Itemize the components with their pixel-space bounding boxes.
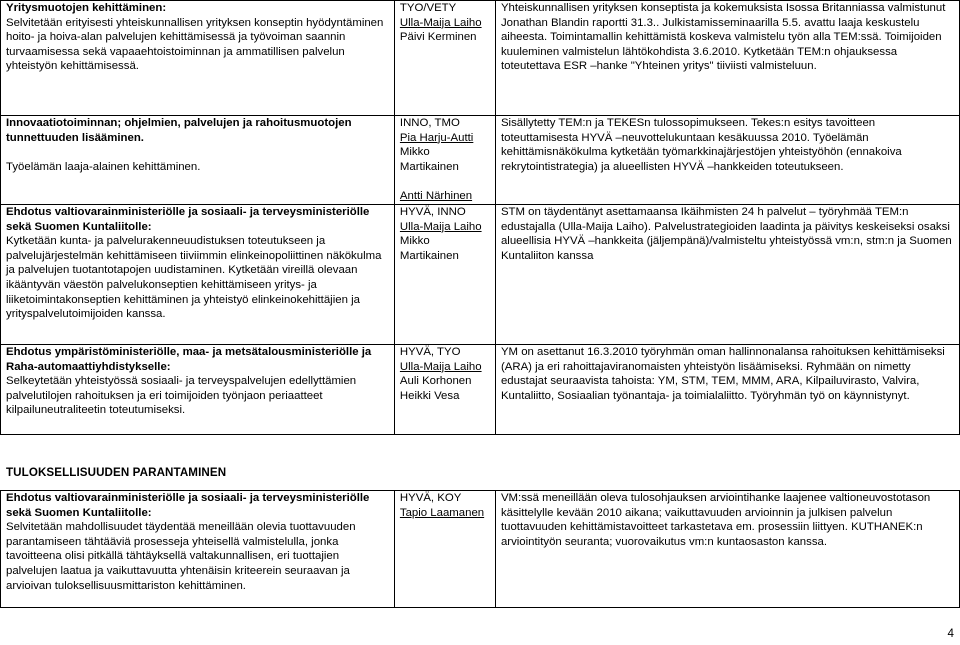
responsible-person: Ulla-Maija Laiho: [399, 16, 482, 29]
responsible-cell: [394, 116, 495, 205]
table-row: [1, 1, 960, 116]
measure-body: Työelämän laaja-alainen kehittäminen.: [6, 161, 201, 174]
status-cell: [495, 491, 959, 608]
results-table: [0, 490, 960, 608]
page-number: 4: [947, 627, 954, 640]
measure-title: Ehdotus valtiovarainministeriölle ja sosiaali- ja terveysministeriölle sekä Suomen Kuntaliitolle:: [6, 205, 370, 233]
responsible-unit: HYVÄ, INNO: [399, 205, 466, 218]
responsible-person: Ulla-Maija Laiho: [399, 220, 482, 233]
responsible-unit: HYVÄ, TYO: [399, 345, 461, 358]
responsible-cell: [394, 204, 495, 344]
table-row: [1, 204, 960, 344]
measure-body: Selvitetään mahdollisuudet täydentää meneillään olevia tuottavuuden parantamiseen tähtääviä prosesseja yhteisellä valmistelulla, jonka tavoitteena olisi pitkällä tähtäyksellä valtakunnallisen, eri tuottajien palvelujen laatua ja vaikuttavuutta yhtenäisin kriteerein seuraavan ja arvioivan tuloksellisuusmittariston kehittäminen.: [6, 521, 356, 592]
measure-body: Selvitetään erityisesti yhteiskunnallisen yrityksen konseptin hyödyntäminen hoito- ja hoiva-alan palvelujen kehittämisessä ja työvoiman saannin turvaamisessa sekä vapaaehtoistoiminnan ja ammatillisen palvelun yhteistyön kehittämisessä.: [6, 16, 384, 73]
status-cell: [495, 1, 959, 116]
responsible-cell: [394, 344, 495, 434]
table-row: [1, 344, 960, 434]
measure-title: Ehdotus valtiovarainministeriölle ja sosiaali- ja terveysministeriölle sekä Suomen Kuntaliitolle:: [6, 492, 370, 519]
responsible-person: Heikki Vesa: [399, 389, 460, 402]
responsible-person: Pia Harju-Autti: [399, 131, 474, 144]
section-heading: TULOKSELLISUUDEN PARANTAMINEN: [6, 466, 227, 479]
table-row: [1, 116, 960, 205]
measure-cell: [1, 344, 395, 434]
measure-cell: [1, 116, 395, 205]
status-text: VM:ssä meneillään oleva tulosohjauksen arviointihanke laajenee valtioneuvostotason käsittelylle kevään 2010 aikana; vaikuttavuuden arvioinnin ja julkisen palvelun tuottavuuden kehittämistavoitteet tarkastetava em. prosessiin liittyen. KUTHANEK:n arviointityön seuranta; vuorovaikutus vm:n kuntaosaston kanssa.: [500, 492, 931, 548]
responsible-person: Mikko Martikainen: [399, 235, 459, 262]
responsible-cell: [394, 491, 495, 608]
measure-cell: [1, 491, 395, 608]
responsible-person: Mikko Martikainen: [399, 146, 459, 173]
measure-cell: [1, 1, 395, 116]
responsible-person: Ulla-Maija Laiho: [399, 360, 482, 373]
responsible-unit: TYO/VETY: [399, 2, 457, 14]
measure-title: Yritysmuotojen kehittäminen:: [6, 2, 167, 14]
status-cell: [495, 116, 959, 205]
status-cell: [495, 344, 959, 434]
status-text: STM on täydentänyt asettamaansa Ikäihmisten 24 h palvelut – työryhmää TEM:n edustajalla (Ulla-Maija Laiho). Palvelustrategioiden laadinta ja päivitys keskeiseksi osaksi alueellisia HYVÄ –hankkeita (jäljempänä)/valmisteltu yhteistyössä vm:n, stm:n ja Suomen Kuntaliiton kanssa: [500, 205, 952, 262]
responsible-person: Antti Närhinen: [399, 190, 473, 203]
status-text: YM on asettanut 16.3.2010 työryhmän oman hallinnonalansa rahoituksen kehittämiseksi (ARA) ja eri rahoittajaviranomaisten yhteistyön lisäämiseksi. Ryhmään on nimetty edustajat seuraavista tahoista: YM, STM, TEM, MMM, ARA, Kilpailuvirasto, Valvira, Kuntaliitto, Sosiaalian työnantaja- ja toimialaliitto. Työryhmän työ on käynnistynyt.: [500, 345, 945, 402]
table-row: [1, 491, 960, 608]
responsible-unit: INNO, TMO: [399, 117, 460, 129]
status-text: Sisällytetty TEM:n ja TEKESn tulossopimukseen. Tekes:n esitys tavoitteen toteuttamisesta HYVÄ –neuvottelukuntaan kesäkuussa 2010. Työelämän kehittämisnäkökulma kytketään työmarkkinajärjestöjen yhteistyöhön (ennakoiva rekrytointistrategia) ja alueellisten HYVÄ –hankkeiden toteutukseen.: [500, 117, 902, 173]
measure-body: Selkeytetään yhteistyössä sosiaali- ja terveyspalvelujen edellyttämien palvelutilojen rahoituksen ja eri toimijoiden työnjaon periaatteet kilpailuneutraliteetin toteutumiseksi.: [6, 375, 357, 417]
status-cell: [495, 204, 959, 344]
responsible-person: Auli Korhonen: [399, 375, 472, 388]
measure-body: Kytketään kunta- ja palvelurakenneuudistuksen toteutukseen ja palvelujärjestelmän kehittämiseen tiiviimmin elinkeinopoliittinen näkökulma ja palvelujen tuotantotapojen uudistaminen. Kytketään vireillä olevaan ikääntyvän väestön palvelukonseptien kehittämiseen yritys- ja liiketoimintakonseptien kehittäminen ja yhteistyö elinkeinokehittäjien ja yrityspalvelutoimijoiden kanssa.: [6, 235, 382, 321]
responsible-person: Tapio Laamanen: [399, 506, 485, 519]
status-text: Yhteiskunnallisen yrityksen konseptista ja kokemuksista Isossa Britanniassa valmistunut Jonathan Blandin raportti 31.3.. Julkistamisseminaarilla 5.5. avattu laaja keskustelu aiheesta. Toimintamallin kehittämistä koskeva valmistelu työn alla TEM:ssä. Toimijoiden kuuleminen valmistelun lähtökohdista 3.6.2010. Kytketään TEM:n ohjauksessa toteutettava ESR –hanke "Yhteinen yritys" tiiviisti valmisteluun.: [500, 2, 946, 73]
responsible-unit: HYVÄ, KOY: [399, 492, 462, 504]
measure-cell: [1, 204, 395, 344]
responsible-person: Päivi Kerminen: [399, 31, 477, 44]
responsible-cell: [394, 1, 495, 116]
measure-title: Ehdotus ympäristöministeriölle, maa- ja metsätalousministeriölle ja Raha-automaattiyhdistykselle:: [6, 345, 372, 373]
measure-title: Innovaatiotoiminnan; ohjelmien, palvelujen ja rahoitusmuotojen tunnettuuden lisääminen.: [6, 117, 352, 144]
